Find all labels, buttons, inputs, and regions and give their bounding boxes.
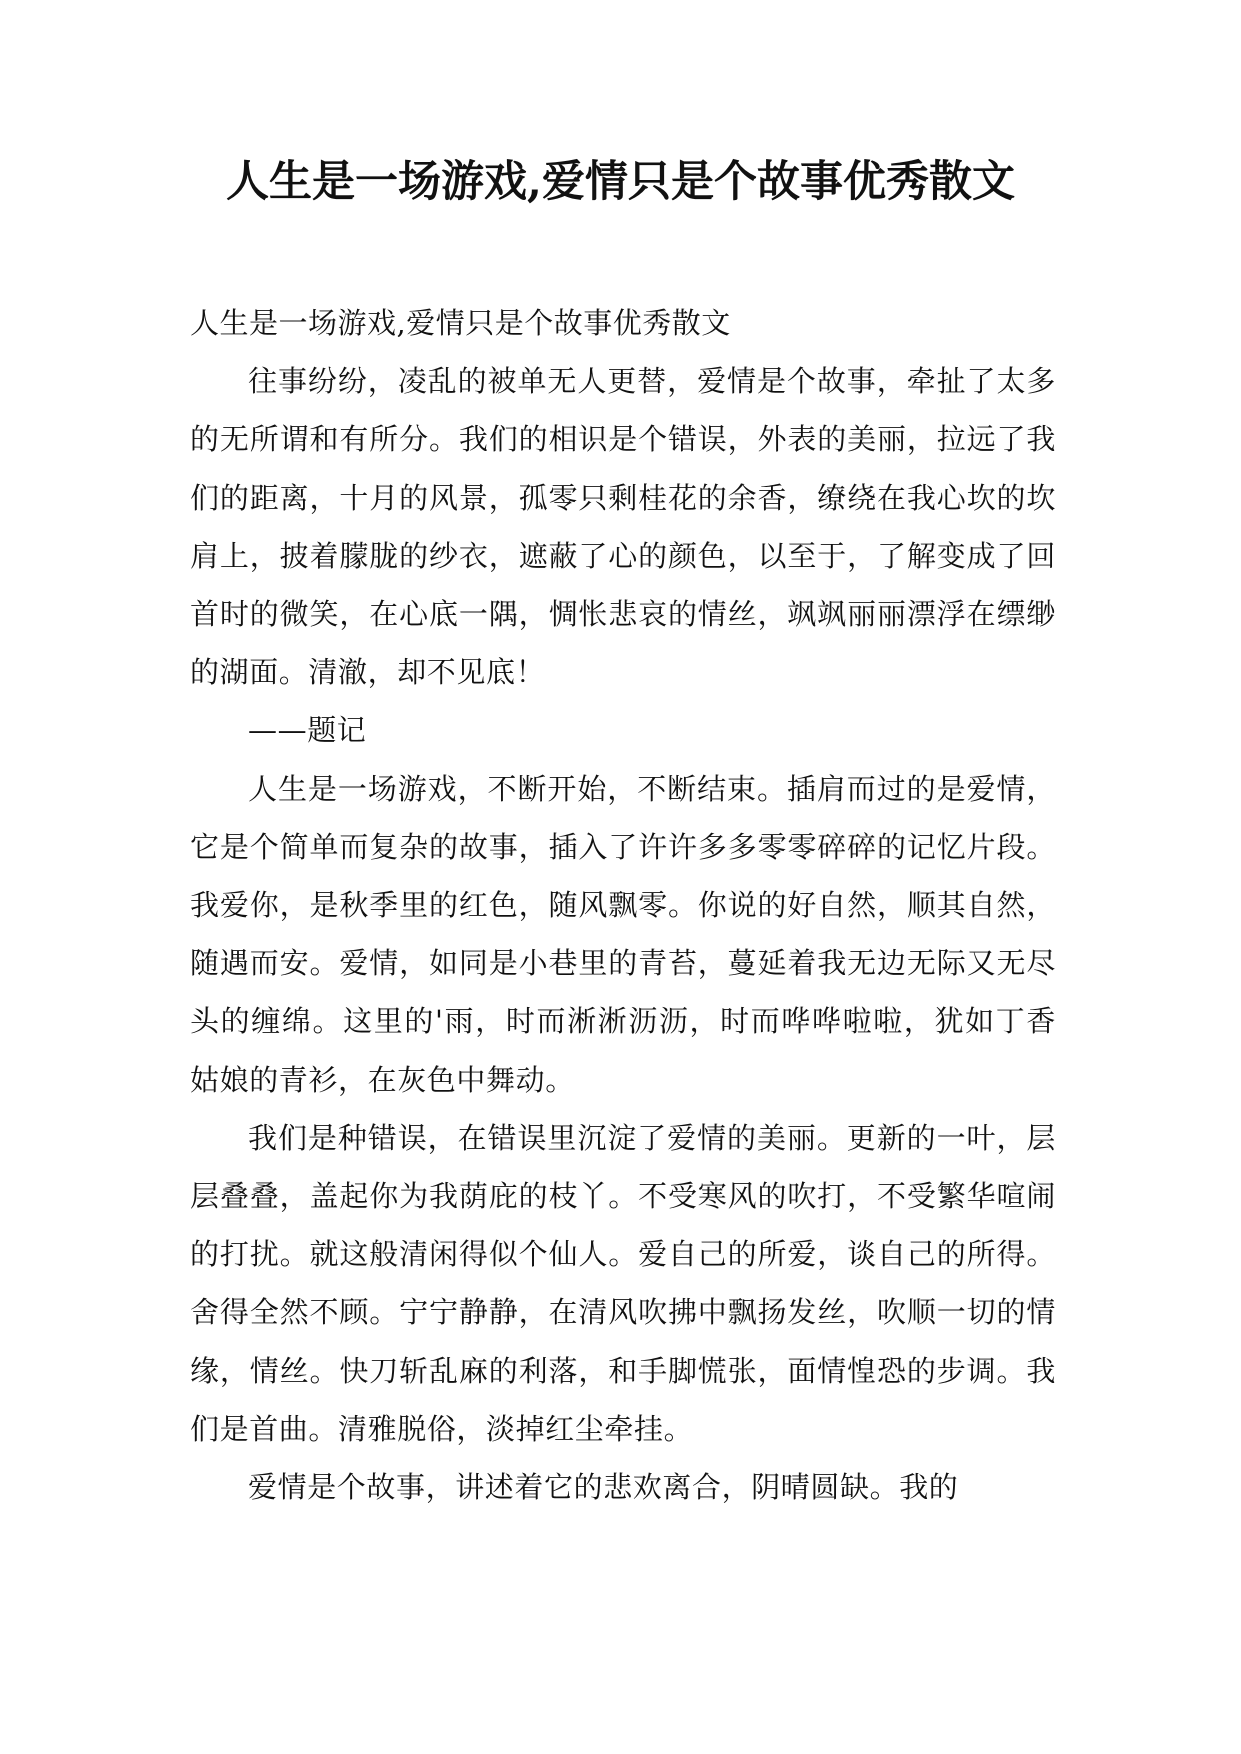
document-body <box>190 294 1056 1516</box>
paragraph-love-story: 爱情是个故事，讲述着它的悲欢离合，阴晴圆缺。我的 <box>248 1470 959 1505</box>
paragraph-mistake: 我们是种错误，在错误里沉淀了爱情的美丽。更新的一叶，层层叠叠，盖起你为我荫庇的枝丫。不受寒风的吹打，不受繁华喧闹的打扰。就这般清闲得似个仙人。爱自己的所爱，谈自己的所得。舍得全然不顾。宁宁静静，在清风吹拂中飘扬发丝，吹顺一切的情缘，情丝。快刀斩乱麻的利落，和手脚慌张，面情惶恐的步调。我们是首曲。清雅脱俗，淡掉红尘牵挂。 <box>190 1120 1056 1446</box>
document-subtitle: 人生是一场游戏,爱情只是个故事优秀散文 <box>190 306 731 340</box>
preface-signoff: ——题记 <box>248 713 367 748</box>
paragraph-life-game: 人生是一场游戏，不断开始，不断结束。插肩而过的是爱情，它是个简单而复杂的故事，插入了许许多多零零碎碎的记忆片段。我爱你，是秋季里的红色，随风飘零。你说的好自然，顺其自然，随遇而安。爱情，如同是小巷里的青苔，蔓延着我无边无际又无尽头的缠绵。这里的'雨，时而淅淅沥沥，时而哗哗啦啦，犹如丁香姑娘的青衫，在灰色中舞动。 <box>190 771 1056 1097</box>
paragraph-preface: 往事纷纷，凌乱的被单无人更替，爱情是个故事，牵扯了太多的无所谓和有所分。我们的相识是个错误，外表的美丽，拉远了我们的距离，十月的风景，孤零只剩桂花的余香，缭绕在我心坎的坎肩上，披着朦胧的纱衣，遮蔽了心的颜色，以至于，了解变成了回首时的微笑，在心底一隅，惆怅悲哀的情丝，飒飒丽丽漂浮在缥缈的湖面。清澈，却不见底！ <box>190 364 1056 690</box>
document-title: 人生是一场游戏,爱情只是个故事优秀散文 <box>226 157 1015 207</box>
